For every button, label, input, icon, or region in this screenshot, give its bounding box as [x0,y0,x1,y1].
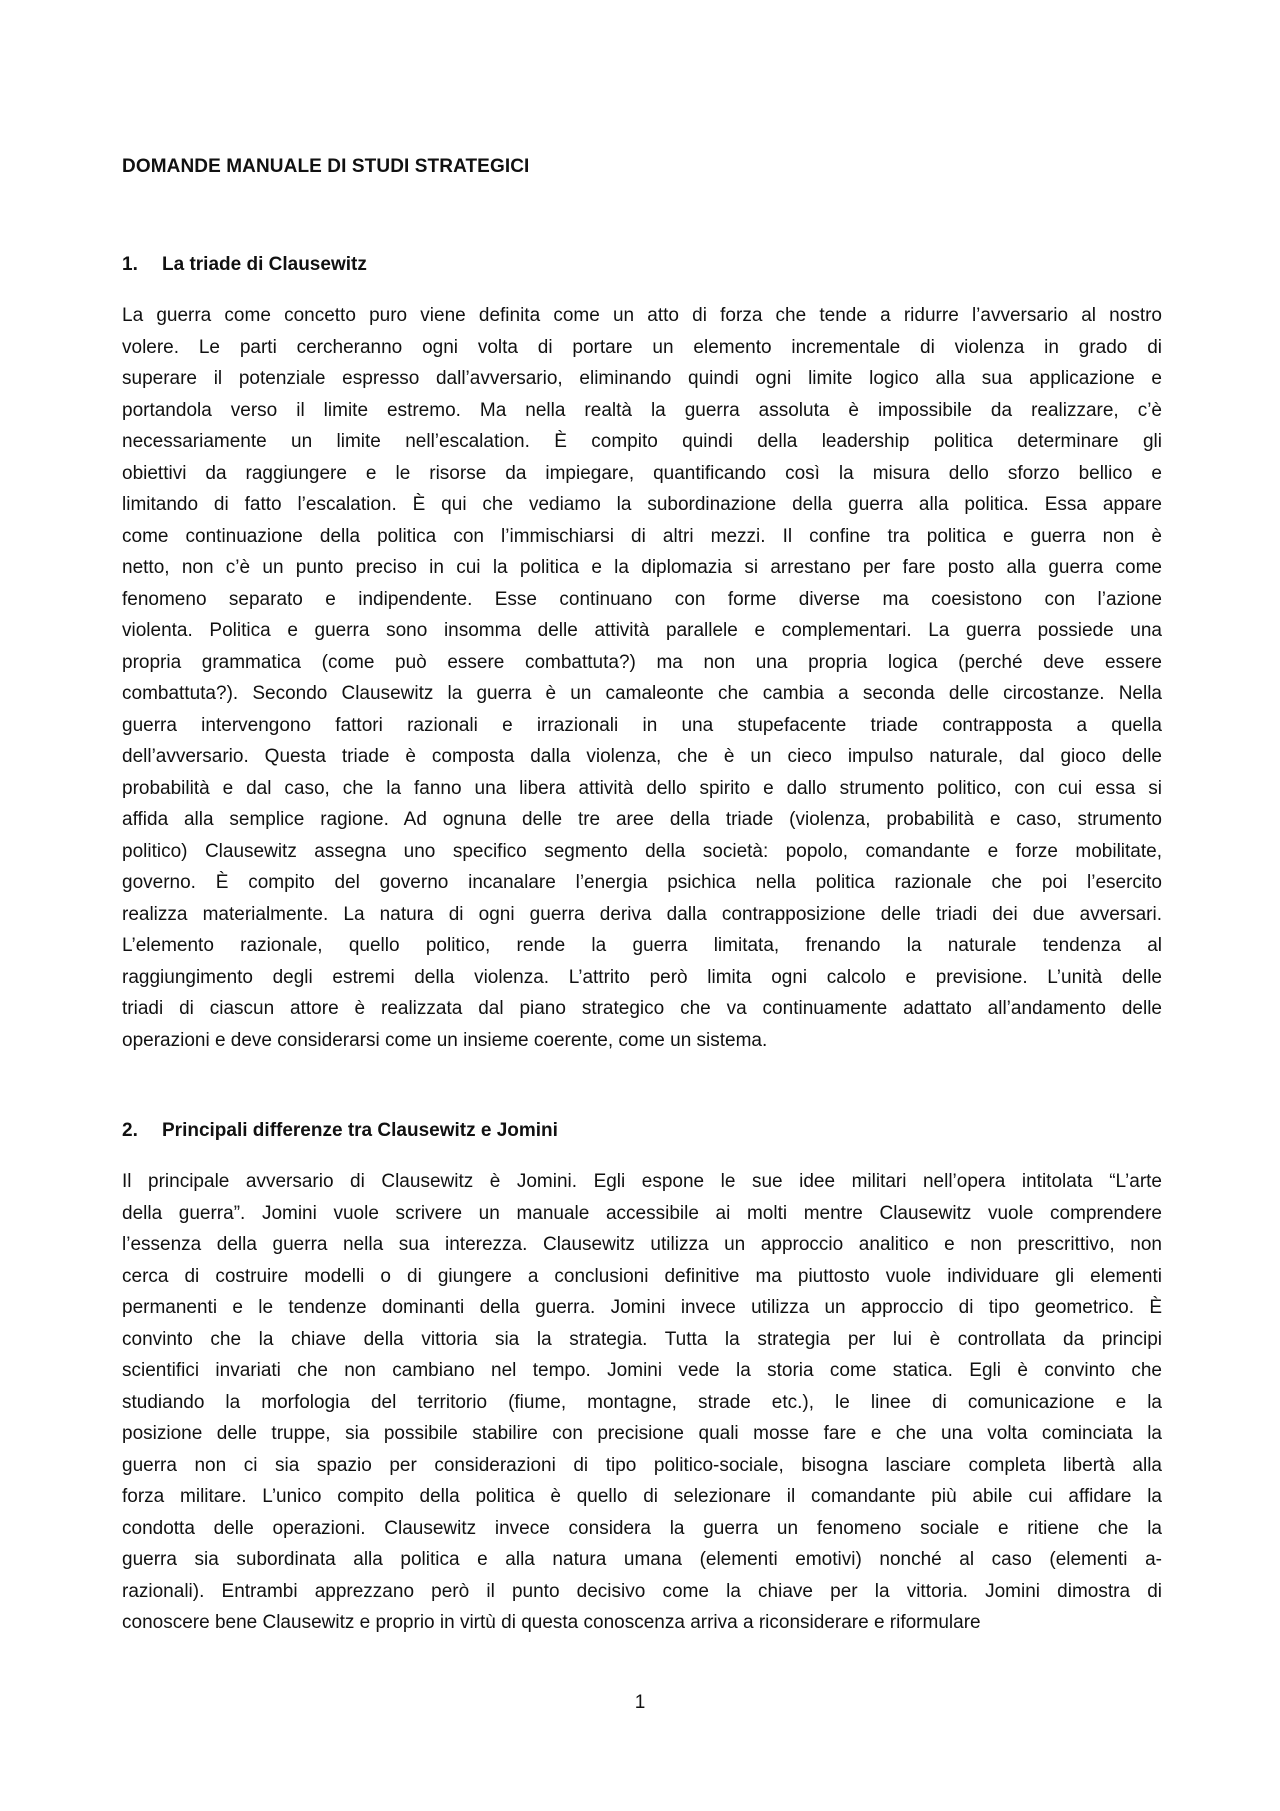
page-number: 1 [634,1692,646,1713]
paragraph-line: come continuazione della politica con l’immischiarsi di altri mezzi. Il confine tra politica e guerra non è [122,525,1162,547]
paragraph-line: cerca di costruire modelli o di giungere a conclusioni definitive ma piuttosto vuole individuare gli elementi [122,1265,1162,1287]
section-1-paragraph [122,300,1162,1056]
paragraph-line: obiettivi da raggiungere e le risorse da impiegare, quantificando così la misura dello sforzo bellico e [122,462,1162,484]
paragraph-line: forza militare. L’unico compito della politica è quello di selezionare il comandante più abile cui affidare la [122,1486,1162,1507]
paragraph-line: netto, non c’è un punto preciso in cui la politica e la diplomazia si arrestano per fare posto alla guerra come [122,557,1162,578]
paragraph-line: raggiungimento degli estremi della violenza. L’attrito però limita ogni calcolo e previsione. L’unità delle [122,966,1162,988]
section-heading-1 [122,254,367,276]
paragraph-line: violenta. Politica e guerra sono insomma delle attività parallele e complementari. La guerra possiede una [122,620,1162,641]
paragraph-line: probabilità e dal caso, che la fanno una libera attività dello spirito e dallo strumento politico, con cui essa si [122,777,1162,799]
paragraph-line: condotta delle operazioni. Clausewitz invece considera la guerra un fenomeno sociale e ritiene che la [122,1517,1162,1539]
paragraph-line: permanenti e le tendenze dominanti della guerra. Jomini invece utilizza un approccio di tipo geometrico. È [122,1297,1162,1318]
paragraph-line: limitando di fatto l’escalation. È qui che vediamo la subordinazione della guerra alla politica. Essa appare [122,494,1162,515]
section-number: 2. [122,1120,138,1141]
paragraph-line: necessariamente un limite nell’escalation. È compito quindi della leadership politica determinare gli [122,431,1162,452]
paragraph-line: conoscere bene Clausewitz e proprio in virtù di questa conoscenza arriva a riconsiderare e riformulare [122,1612,981,1633]
paragraph-line: propria grammatica (come può essere combattuta?) ma non una propria logica (perché deve essere [122,651,1162,673]
paragraph-line: convinto che la chiave della vittoria sia la strategia. Tutta la strategia per lui è controllata da principi [122,1328,1162,1350]
paragraph-line: governo. È compito del governo incanalare l’energia psichica nella politica razionale che poi l’esercito [122,872,1162,893]
paragraph-line: portandola verso il limite estremo. Ma nella realtà la guerra assoluta è impossibile da realizzare, c’è [122,399,1162,421]
paragraph-line: guerra non ci sia spazio per considerazioni di tipo politico-sociale, bisogna lasciare completa libertà alla [122,1454,1162,1476]
section-title: Principali differenze tra Clausewitz e Jomini [162,1120,558,1141]
paragraph-line: dell’avversario. Questa triade è composta dalla violenza, che è un cieco impulso naturale, dal gioco delle [122,746,1162,767]
paragraph-line: combattuta?). Secondo Clausewitz la guerra è un camaleonte che cambia a seconda delle circostanze. Nella [122,683,1162,704]
paragraph-line: guerra sia subordinata alla politica e alla natura umana (elementi emotivi) nonché al caso (elementi a- [122,1549,1162,1570]
paragraph-line: guerra intervengono fattori razionali e irrazionali in una stupefacente triade contrapposta a quella [122,714,1162,736]
paragraph-line: politico) Clausewitz assegna uno specifico segmento della società: popolo, comandante e forze mobilitate, [122,840,1162,862]
paragraph-line: Il principale avversario di Clausewitz è Jomini. Egli espone le sue idee militari nell’opera intitolata “L’arte [122,1171,1162,1192]
section-heading-2 [122,1120,558,1142]
paragraph-line: operazioni e deve considerarsi come un insieme coerente, come un sistema. [122,1029,768,1051]
paragraph-line: realizza materialmente. La natura di ogni guerra deriva dalla contrapposizione delle triadi dei due avversari. [122,903,1162,925]
paragraph-line: scientifici invariati che non cambiano nel tempo. Jomini vede la storia come statica. Egli è convinto che [122,1360,1162,1381]
paragraph-line: superare il potenziale espresso dall’avversario, eliminando quindi ogni limite logico alla sua applicazione e [122,368,1162,389]
section-number: 1. [122,254,138,275]
paragraph-line: l’essenza della guerra nella sua interezza. Clausewitz utilizza un approccio analitico e non prescrittivo, non [122,1234,1162,1255]
paragraph-line: fenomeno separato e indipendente. Esse continuano con forme diverse ma coesistono con l’azione [122,588,1162,610]
paragraph-line: triadi di ciascun attore è realizzata dal piano strategico che va continuamente adattato all’andamento delle [122,998,1162,1019]
paragraph-line: L’elemento razionale, quello politico, rende la guerra limitata, frenando la naturale tendenza al [122,935,1162,956]
section-title: La triade di Clausewitz [162,254,367,275]
paragraph-line: della guerra”. Jomini vuole scrivere un manuale accessibile ai molti mentre Clausewitz vuole comprendere [122,1202,1162,1224]
paragraph-line: affida alla semplice ragione. Ad ognuna delle tre aree della triade (violenza, probabilità e caso, strumento [122,809,1162,830]
section-2-paragraph [122,1166,1162,1639]
document-title: DOMANDE MANUALE DI STUDI STRATEGICI [122,156,530,177]
paragraph-line: razionali). Entrambi apprezzano però il punto decisivo come la chiave per la vittoria. Jomini dimostra di [122,1580,1162,1602]
paragraph-line: studiando la morfologia del territorio (fiume, montagne, strade etc.), le linee di comunicazione e la [122,1391,1162,1413]
paragraph-line: posizione delle truppe, sia possibile stabilire con precisione quali mosse fare e che una volta cominciata la [122,1423,1162,1444]
paragraph-line: La guerra come concetto puro viene definita come un atto di forza che tende a ridurre l’avversario al nostro [122,305,1162,326]
paragraph-line: volere. Le parti cercheranno ogni volta di portare un elemento incrementale di violenza in grado di [122,336,1162,358]
